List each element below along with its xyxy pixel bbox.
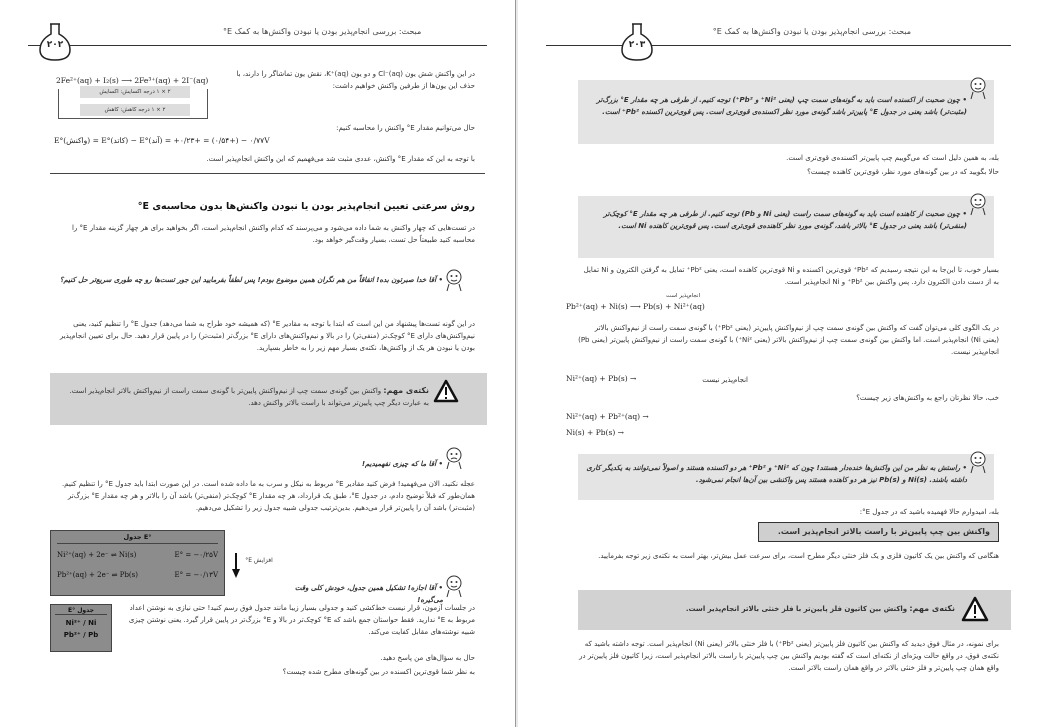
warning-triangle-icon bbox=[433, 379, 459, 407]
header-text: مبحث: بررسی انجام‌پذیر بودن یا نبودن واکنش‌ها به کمک E° bbox=[712, 27, 911, 36]
note-box bbox=[50, 373, 487, 425]
paragraph-1: بله، به همین دلیل است که می‌گوییم چپ پایین‌تر اکسنده‌ی قوی‌تری است. bbox=[786, 154, 999, 162]
note-title: نکته‌ی مهم: bbox=[383, 386, 429, 395]
note-content bbox=[62, 385, 429, 409]
reaction-2: Ni²⁺(aq) + Pb(s) → bbox=[566, 374, 637, 383]
student-question-2: • آقا ما که چیزی نفهمیدیم! bbox=[361, 460, 443, 468]
flask-icon bbox=[36, 22, 74, 62]
note-text: واکنش بین کاتیون فلز پایین‌تر با فلز خنثی بالاتر انجام‌پذیر است. bbox=[685, 605, 908, 613]
section-title: روش سرعتی تعیین انجام‌پذیر بودن یا نبودن واکنش‌ها بدون محاسبه‌ی E° bbox=[137, 201, 475, 212]
paragraph-2: حالا بگویید که در بین گونه‌های مورد نظر، قوی‌ترین کاهنده چیست؟ bbox=[807, 168, 999, 176]
student-answer-2: • چون صحبت از کاهنده است باید به گونه‌های سمت راست (یعنی Ni و Pb) توجه کنیم. از طرفی هر چه مقدار E° کوچک‌تر (منفی‌تر) باشد یعنی در جدول E° بالاتر باشد، گونه‌ی مورد نظر کاهنده‌ی قوی‌تری است. پس قوی‌ترین کاهنده Ni است. bbox=[603, 210, 967, 230]
reaction-4: Ni(s) + Pb(s) → bbox=[566, 428, 624, 437]
student-cartoon-icon bbox=[443, 268, 465, 296]
reaction-3: Ni²⁺(aq) + Pb²⁺(aq) → bbox=[566, 412, 649, 421]
page-header bbox=[28, 22, 487, 58]
reaction-2-label: انجام‌پذیر نیست bbox=[702, 376, 748, 384]
paragraph-3: بسیار خوب، تا این‌جا به این نتیجه رسیدیم که Pb²⁺ قوی‌ترین اکسنده و Ni قوی‌ترین کاهنده است، یعنی Pb²⁺ تمایل به گرفتن الکترون و Ni تمایل به از دست دادن الکترون دارد. پس واکنش بین Pb²⁺ و Ni انجام‌پذیر است. bbox=[583, 266, 999, 286]
paragraph-3: عجله نکنید، الان می‌فهمید! فرض کنید مقادیر E° مربوط به نیکل و سرب به ما داده شده است. در این صورت ابتدا باید جدول E° را تنظیم کنیم. همان‌طور که قبلاً توضیح دادم، در جدول E°، طبق یک قرارداد، هر چه مقدار E° کوچک‌تر (منفی‌تر) باشد آن را بالاتر و هر چه مقدار E° بزرگ‌تر (مثبت‌تر) باشد آن را پایین‌تر قرار می‌دهیم. بدین‌ترتیب جدولی شبیه جدول زیر را تشکیل می‌دهیم. bbox=[61, 480, 475, 512]
half-reaction: Pb²⁺(aq) + 2e⁻ ⇌ Pb(s) bbox=[57, 571, 138, 579]
student-question-1: • آقا خدا صبرتون بده! اتفاقاً من هم نگران همین موضوع بودم! پس لطفاً بفرمایید این جور تست‌ها رو چه طوری سریع‌تر حل کنیم؟ bbox=[59, 276, 443, 284]
student-cartoon-icon bbox=[967, 76, 989, 104]
student-cartoon-icon bbox=[443, 446, 465, 474]
half-reaction: Ni²⁺(aq) + 2e⁻ ⇌ Ni(s) bbox=[57, 551, 137, 559]
paragraph-6: بله، امیدوارم حالا فهمیده باشید که در جدول E°: bbox=[859, 508, 999, 516]
eq-label-bottom: ۲ × ۱ درجه کاهش: کاهش bbox=[80, 104, 190, 116]
header-rule bbox=[28, 45, 487, 46]
mini-e0-table bbox=[50, 604, 112, 652]
arrow-label: افزایش E° bbox=[245, 557, 273, 564]
paragraph-2: در این گونه تست‌ها پیشنهاد من این است که ابتدا با توجه به مقادیر E° (که همیشه خود طراح به شما می‌دهد) جدول E° را تنظیم کنید، یعنی نیم‌واکنش‌های دارای E° کوچک‌تر (منفی‌تر) را در بالا و نیم‌واکنش‌های دارای E° بزرگ‌تر (مثبت‌تر) را در پایین قرار دهید. حال برای تعیین انجام‌پذیر بودن یا نبودن هر یک از واکنش‌ها، نکته‌ی بسیار مهم زیر را به خاطر بسپارید. bbox=[59, 320, 475, 352]
note-title: نکته‌ی مهم: bbox=[909, 604, 955, 613]
mini-table-row: Pb²⁺ / Pb bbox=[63, 631, 99, 639]
top-paragraph-3: با توجه به این که مقدار E° واکنش، عددی مثبت شد می‌فهمیم که این واکنش انجام‌پذیر است. bbox=[206, 155, 475, 163]
e0-table bbox=[50, 530, 225, 596]
eq-label-top: ۲ × ۱ درجه اکسایش: اکسایش bbox=[80, 86, 190, 98]
paragraph-7: هنگامی که واکنش بین یک کاتیون فلزی و یک فلز خنثی دیگر مطرح است، برای سرعت عمل بیش‌تر، بهتر است به نکته‌ی زیر توجه بفرمایید. bbox=[598, 552, 999, 560]
boxed-rule-text: واکنش بین چپ پایین‌تر با راست بالاتر انجام‌پذیر است. bbox=[777, 527, 990, 536]
header-rule bbox=[546, 45, 1011, 46]
down-arrow-icon bbox=[232, 553, 240, 583]
top-paragraph-2: حال می‌توانیم مقدار E° واکنش را محاسبه کنیم: bbox=[336, 124, 475, 132]
left-page bbox=[0, 0, 516, 727]
page-header bbox=[546, 22, 1011, 58]
mini-table-row: Ni²⁺ / Ni bbox=[65, 619, 97, 627]
paragraph-4: در یک الگوی کلی می‌توان گفت که واکنش بین گونه‌ی سمت چپ از نیم‌واکنش پایین‌تر (یعنی Pb²⁺) با گونه‌ی سمت راست از نیم‌واکنش بالاتر (یعنی Ni) انجام‌پذیر است. اما واکنش بین گونه‌ی سمت چپ از نیم‌واکنش بالاتر (یعنی Ni²⁺) با گونه‌ی سمت راست از نیم‌واکنش پایین‌تر (یعنی Pb) انجام‌پذیر نیست. bbox=[578, 324, 999, 356]
student-cartoon-icon bbox=[443, 574, 465, 602]
mini-table-title: E° جدول bbox=[55, 607, 107, 615]
warning-triangle-icon bbox=[961, 596, 989, 626]
paragraph-5: خب، حالا نظرتان راجع به واکنش‌های زیر چیست؟ bbox=[856, 394, 999, 402]
page-number: ۲۰۳ bbox=[628, 40, 646, 50]
student-question-3: • آقا اجازه! تشکیل همین جدول، خودش کلی وقت می‌گیره! bbox=[294, 584, 443, 604]
paragraph-8: برای نمونه، در مثال فوق دیدید که واکنش بین کاتیون فلز پایین‌تر (یعنی Pb²⁺) با فلز خنثی بالاتر (یعنی Ni) انجام‌پذیر است. توجه داشته باشید که نکته‌ی فوق، در واقع حالت ویژه‌ای از نکته‌ای است که گفته بودیم واکنش بین چپ پایین‌تر با راست بالاتر انجام‌پذیر است، زیرا کاتیون فلز پایین‌تر در واقع همان چپ پایین‌تر و فلز خنثی بالاتر در واقع همان راست بالاتر است. bbox=[579, 640, 999, 672]
header-text: مبحث: بررسی انجام‌پذیر بودن یا نبودن واکنش‌ها به کمک E° bbox=[223, 27, 422, 36]
boxed-rule bbox=[758, 522, 999, 542]
page-number: ۲۰۲ bbox=[46, 40, 64, 50]
note-text: واکنش بین گونه‌ی سمت چپ از نیم‌واکنش پایین‌تر با گونه‌ی سمت راست از نیم‌واکنش بالاتر انجام‌پذیر است. به عبارت دیگر چپ پایین‌تر می‌تواند با راست بالاتر واکنش دهد. bbox=[69, 387, 429, 407]
student-answer-1: • چون صحبت از اکسنده است باید به گونه‌های سمت چپ (یعنی Ni²⁺ و Pb²⁺) توجه کنیم. از طرفی هر چه مقدار E° بزرگ‌تر (مثبت‌تر) باشد یعنی در جدول E° پایین‌تر باشد گونه‌ی مورد نظر اکسنده‌ی قوی‌تری است. پس قوی‌ترین اکسنده Pb²⁺ است. bbox=[596, 96, 967, 116]
paragraph-5: حال به سؤال‌های من پاسخ دهید. bbox=[380, 654, 475, 662]
student-answer-3: • راستش به نظر من این واکنش‌ها خنده‌دار هستند! چون که Ni²⁺ و Pb²⁺ هر دو اکسنده هستند و اصولاً نمی‌توانند به یکدیگر کاری داشته باشند. Ni(s) و Pb(s) نیز هر دو کاهنده هستند پس واکنشی بین آن‌ها انجام نمی‌شود. bbox=[586, 464, 967, 484]
paragraph-6: به نظر شما قوی‌ترین اکسنده در بین گونه‌های مطرح شده چیست؟ bbox=[282, 668, 475, 676]
right-page bbox=[518, 0, 1039, 727]
note-content bbox=[590, 603, 955, 615]
paragraph-4: در جلسات آزمون، قرار نیست خط‌کشی کنید و جدولی بسیار زیبا مانند جدول فوق رسم کنید! حتی نیازی به نوشتن اعداد مربوط به E° ندارید. فقط حواستان جمع باشد که E° کوچک‌تر در بالا و E° بزرگ‌تر در پایین قرار گیرد. یعنی نوشتن چیزی شبیه نوشته‌های مقابل کفایت می‌کند. bbox=[128, 604, 475, 636]
reaction-1-label: انجام‌پذیر است bbox=[666, 293, 700, 299]
e0-table-title: جدول E° bbox=[57, 533, 218, 544]
reaction-1: Pb²⁺(aq) + Ni(s) ⟶ Pb(s) + Ni²⁺(aq) bbox=[566, 302, 705, 311]
student-cartoon-icon bbox=[967, 192, 989, 220]
e0-table-row bbox=[57, 551, 218, 559]
top-paragraph-1: در این واکنش شش یون Cl⁻(aq) و دو یون K⁺(aq)، نقش یون تماشاگر را دارند، با حذف این یون‌ها از طرفین واکنش خواهیم داشت: bbox=[236, 70, 475, 90]
e0-value: E° = −۰/۲۵V bbox=[174, 551, 218, 559]
top-equation: 2Fe²⁺(aq) + I₂(s) ⟶ 2Fe³⁺(aq) + 2I⁻(aq) bbox=[56, 76, 209, 85]
section-paragraph: در تست‌هایی که چهار واکنش به شما داده می‌شود و می‌پرسند که کدام واکنش انجام‌پذیر است، اگر بخواهید برای هر چهار گزینه مقدار E° را محاسبه کنید طبیعتاً حل تست، بسیار وقت‌گیر خواهد بود. bbox=[71, 224, 475, 244]
e0-table-row bbox=[57, 571, 218, 579]
note-box bbox=[578, 590, 1011, 630]
calc-equation: E°(واکنش) = E°(کاتد) − E°(آند) = +۰/۷۷ − (+۰/۵۴) = +۰/۲۳V bbox=[54, 136, 270, 145]
flask-icon bbox=[618, 22, 656, 62]
student-cartoon-icon bbox=[967, 450, 989, 478]
section-divider bbox=[50, 173, 485, 174]
e0-value: E° = −۰/۱۳V bbox=[174, 571, 218, 579]
